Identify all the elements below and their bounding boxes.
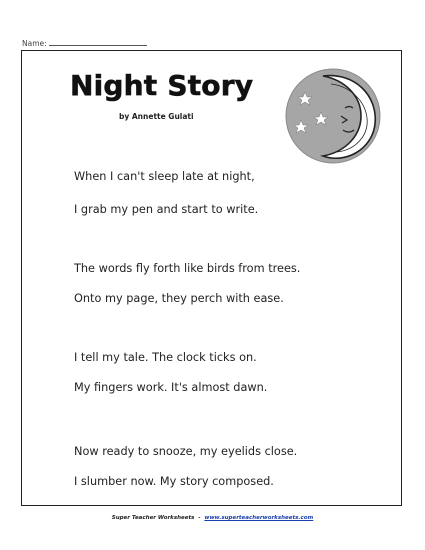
name-blank-line[interactable] bbox=[49, 39, 147, 46]
name-field[interactable] bbox=[22, 39, 147, 48]
moon-stars-icon bbox=[283, 66, 383, 166]
poem-line: Now ready to snooze, my eyelids close. bbox=[74, 445, 298, 458]
footer-url-link[interactable]: www.superteacherworksheets.com bbox=[204, 515, 314, 521]
poem-line: Onto my page, they perch with ease. bbox=[74, 292, 284, 305]
poem-line: My fingers work. It's almost dawn. bbox=[74, 381, 268, 394]
poem-line: The words fly forth like birds from trees. bbox=[74, 262, 301, 275]
footer bbox=[0, 515, 425, 521]
footer-brand: Super Teacher Worksheets bbox=[111, 515, 195, 521]
page-title: Night Story bbox=[70, 69, 254, 102]
poem-line: I slumber now. My story composed. bbox=[74, 475, 274, 488]
poem-line: I grab my pen and start to write. bbox=[74, 203, 259, 216]
poem-line: When I can't sleep late at night, bbox=[74, 170, 255, 183]
poem-line: I tell my tale. The clock ticks on. bbox=[74, 351, 257, 364]
footer-separator: - bbox=[198, 515, 201, 521]
name-label: Name: bbox=[22, 39, 47, 48]
author-byline: by Annette Gulati bbox=[119, 112, 194, 121]
